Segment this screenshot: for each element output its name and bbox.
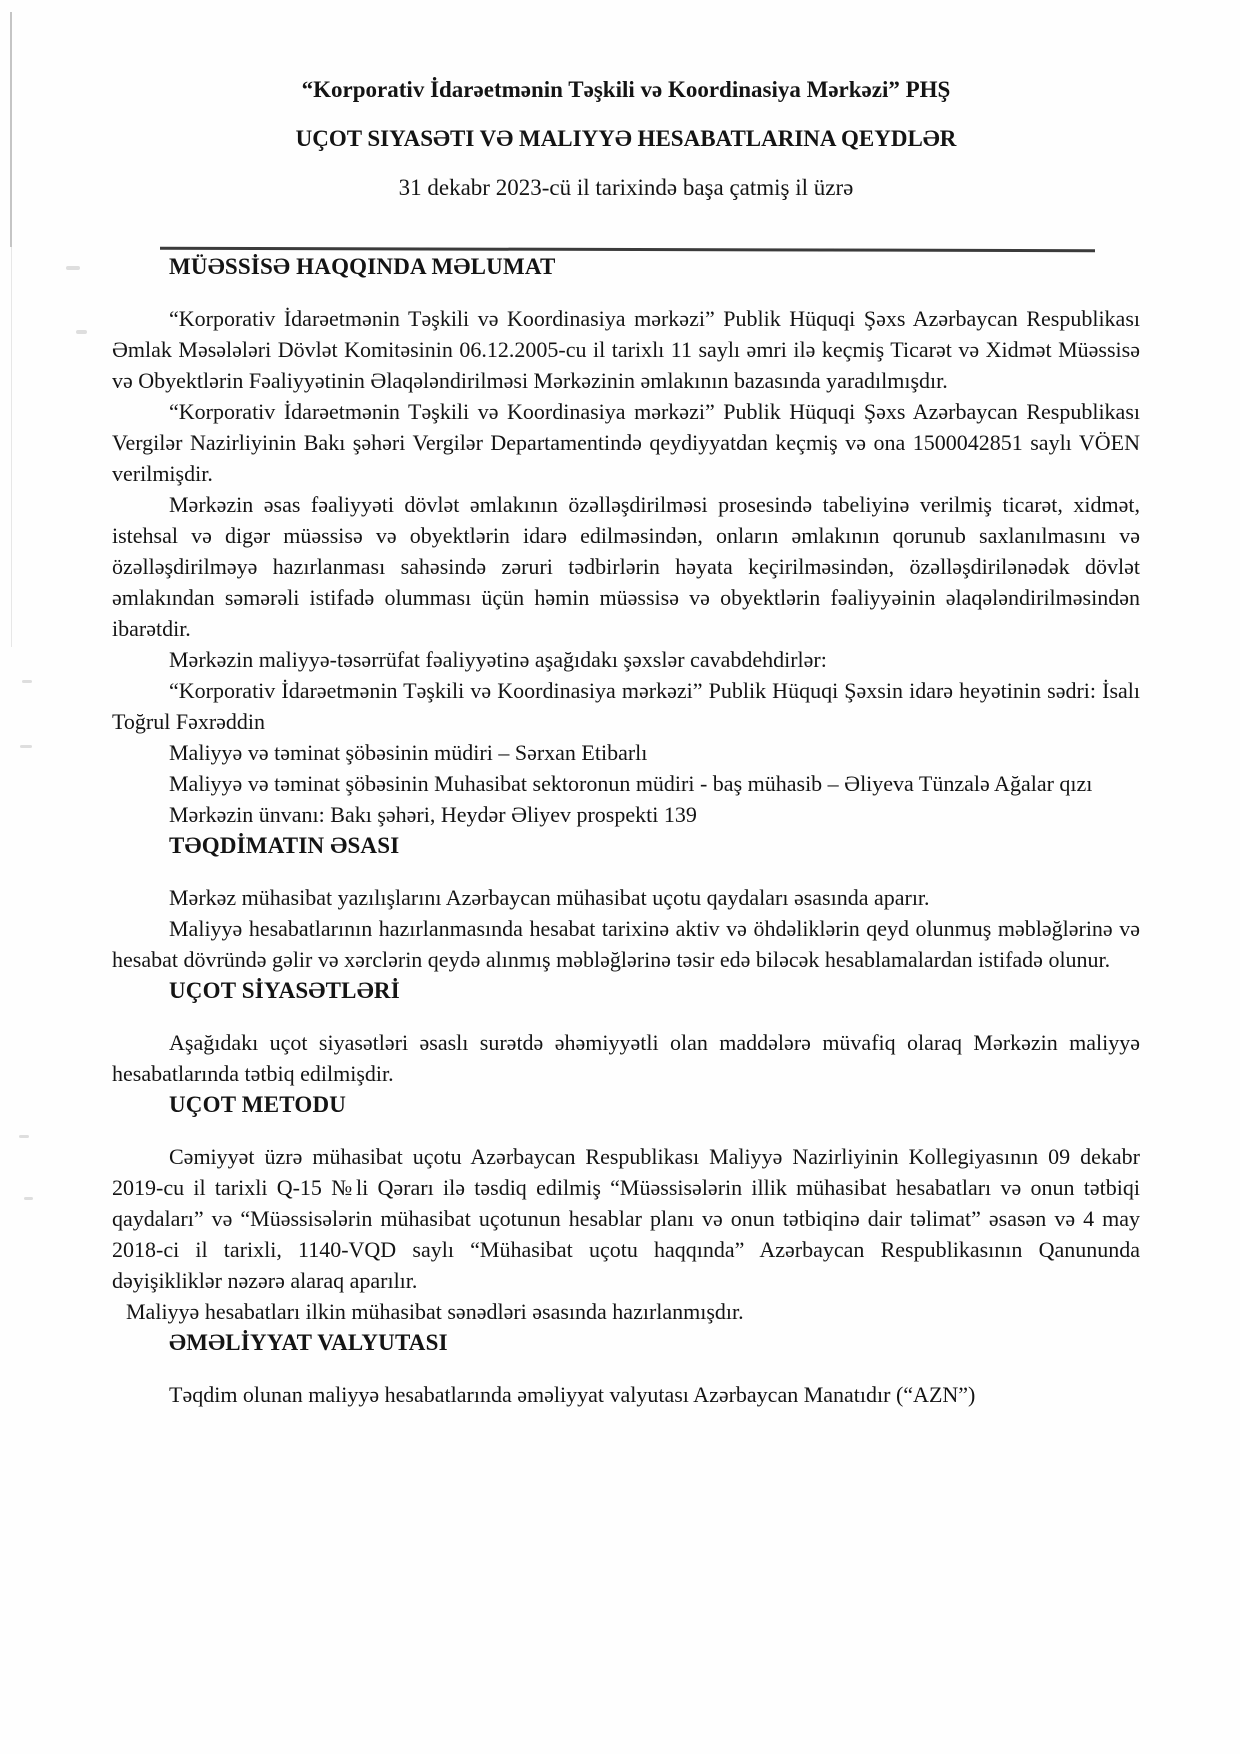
scan-smudge bbox=[20, 745, 32, 748]
report-period: 31 dekabr 2023-cü il tarixində başa çatmiş il üzrə bbox=[398, 175, 854, 200]
paragraph: Maliyyə və təminat şöbəsinin müdiri – Sərxan Etibarlı bbox=[169, 740, 648, 765]
paragraph: “Korporativ İdarəetmənin Təşkili və Koordinasiya mərkəzi” Publik Hüquqi Şəxs Azərbaycan Respublikası Əmlak Məsələləri Dövlət Komitəsinin 06.12.2005-cu il tarixlı 11 saylı əmri ilə keçmiş Ticarət və Xidmət Müəssisə və Obyektlərin Fəaliyyətinin Əlaqələndirilməsi Mərkəzinin əmlakının bazasında yaradılmışdır. bbox=[112, 306, 1140, 393]
paragraph: Cəmiyyət üzrə mühasibat uçotu Azərbaycan Respublikası Maliyyə Nazirliyinin Kollegiyasının 09 dekabr 2019-cu il tarixli Q-15 №li Qərarı ilə təsdiq edilmiş “Müəssisələrin illik mühasibat hesabatları və onun tətbiqi qaydaları” və “Müəssisələrin mühasibat uçotunun hesablar planı və onun tətbiqinə dair təlimat” əsasən və 4 may 2018-ci il tarixli, 1140-VQD saylı “Mühasibat uçotu haqqında” Azərbaycan Respublikasının Qanununda dəyişikliklər nəzərə alaraq aparılır. bbox=[112, 1144, 1140, 1293]
section-accounting-policies bbox=[112, 975, 1140, 1089]
section-presentation-basis bbox=[112, 830, 1140, 975]
paragraph: Mərkəzin əsas fəaliyyəti dövlət əmlakının özəlləşdirilməsi prosesində tabeliyinə verilmiş ticarət, xidmət, istehsal və digər müəssisə və obyektlərin idarə edilməsindən, onların əmlakının qorunub saxlanılmasını və özəlləşdirilməyə hazırlanması sahəsində zəruri tədbirlərin həyata keçirilməsindən, özəlləşdirilənədək dövlət əmlakından səmərəli istifadə olumması üçün həmin müəssisə və obyektlərin fəaliyyəinin əlaqələndirilməsindən ibarətdir. bbox=[112, 492, 1140, 641]
section-heading: UÇOT SİYASƏTLƏRİ bbox=[169, 978, 400, 1003]
paragraph: Mərkəzin ünvanı: Bakı şəhəri, Heydər Əliyev prospekti 139 bbox=[169, 802, 697, 827]
title-block bbox=[112, 74, 1140, 203]
section-heading: UÇOT METODU bbox=[169, 1092, 347, 1117]
section-heading: TƏQDİMATIN ƏSASI bbox=[169, 833, 400, 858]
scan-smudge bbox=[76, 330, 87, 334]
paragraph: Mərkəz mühasibat yazılışlarını Azərbaycan mühasibat uçotu qaydaları əsasında aparır. bbox=[169, 885, 930, 910]
section-heading: ƏMƏLİYYAT VALYUTASI bbox=[169, 1330, 448, 1355]
section-heading: MÜƏSSİSƏ HAQQINDA MƏLUMAT bbox=[169, 254, 556, 279]
scan-smudge bbox=[22, 680, 32, 683]
paragraph: Maliyyə hesabatları ilkin mühasibat sənədləri əsasında hazırlanmışdır. bbox=[126, 1299, 744, 1324]
paragraph: “Korporativ İdarəetmənin Təşkili və Koordinasiya mərkəzi” Publik Hüquqi Şəxs Azərbaycan Respublikası Vergilər Nazirliyinin Bakı şəhəri Vergilər Departamentində qeydiyyatdan keçmiş və ona 1500042851 saylı VÖEN verilmişdir. bbox=[112, 399, 1140, 486]
scan-smudge bbox=[66, 266, 80, 270]
report-subtitle: UÇOT SIYASƏTI VƏ MALIYYƏ HESABATLARINA QEYDLƏR bbox=[295, 126, 957, 151]
section-operating-currency bbox=[112, 1327, 1140, 1410]
scan-smudge bbox=[24, 1197, 33, 1200]
paragraph: Mərkəzin maliyyə-təsərrüfat fəaliyyətinə aşağıdakı şəxslər cavabdehdirlər: bbox=[169, 647, 827, 672]
paragraph: Maliyyə və təminat şöbəsinin Muhasibat sektoronun müdiri - baş mühasib – Əliyeva Tünzalə Ağalar qızı bbox=[169, 771, 1093, 796]
section-accounting-method bbox=[112, 1089, 1140, 1327]
paragraph: Maliyyə hesabatlarının hazırlanmasında hesabat tarixinə aktiv və öhdəliklərin qeyd olunmuş məbləğlərinə və hesabat dövründə gəlir və xərclərin qeydə alınmış məbləğlərinə təsir edə biləcək hesablamalardan istifadə olunur. bbox=[112, 916, 1140, 972]
paragraph: “Korporativ İdarəetmənin Təşkili və Koordinasiya mərkəzi” Publik Hüquqi Şəxsin idarə heyətinin sədri: İsalı Toğrul Fəxrəddin bbox=[112, 678, 1140, 734]
scan-edge-artifact bbox=[10, 12, 12, 247]
section-company-info bbox=[112, 251, 1140, 830]
scan-edge-artifact-faint bbox=[11, 247, 12, 647]
paragraph: Təqdim olunan maliyyə hesabatlarında əməliyyat valyutası Azərbaycan Manatıdır (“AZN”) bbox=[169, 1382, 976, 1407]
scan-smudge bbox=[19, 1135, 29, 1138]
company-title: “Korporativ İdarəetmənin Təşkili və Koordinasiya Mərkəzi” PHŞ bbox=[301, 77, 951, 102]
paragraph: Aşağıdakı uçot siyasətləri əsaslı surətdə əhəmiyyətli olan maddələrə müvafiq olaraq Mərkəzin maliyyə hesabatlarında tətbiq edilmişdir. bbox=[112, 1030, 1140, 1086]
